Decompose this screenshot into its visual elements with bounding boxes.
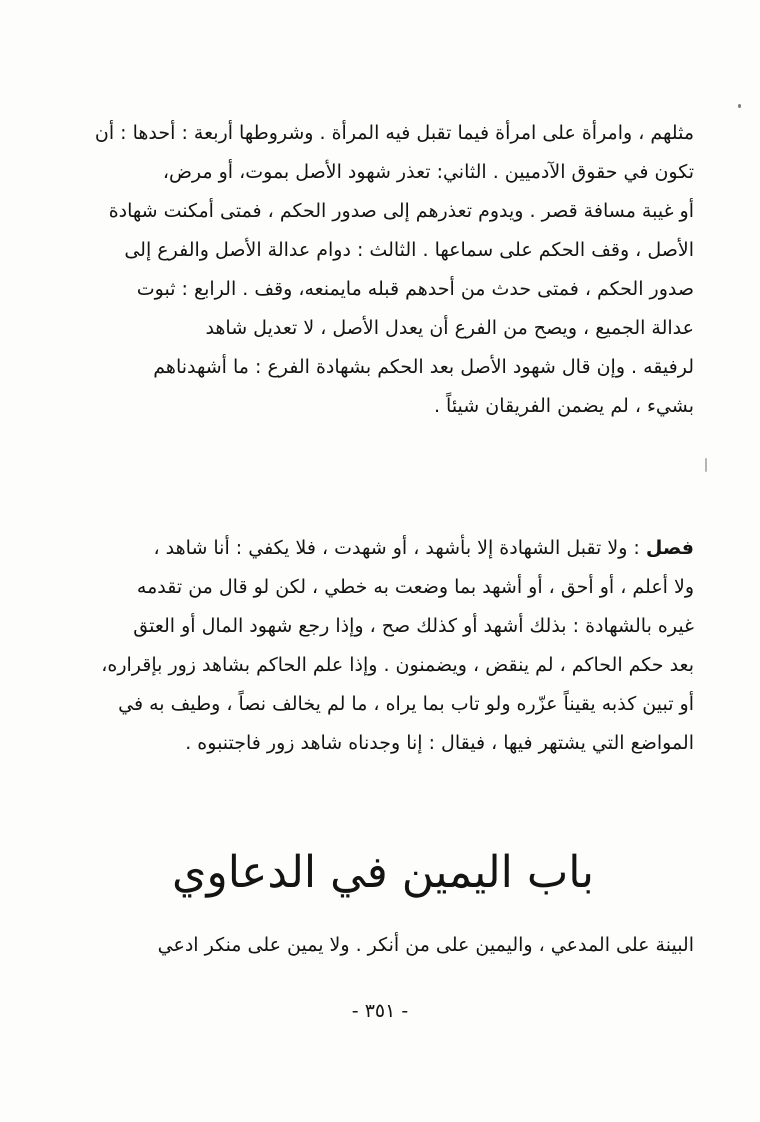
text-line: مثلهم ، وامرأة على امرأة فيما تقبل فيه المرأة . وشروطها أربعة : أحدها : أن [94,122,694,144]
scan-mark [705,458,707,472]
scan-speck [738,104,741,108]
text-line: عدالة الجميع ، ويصح من الفرع أن يعدل الأصل ، لا تعديل شاهد [205,317,694,339]
text-line: ولا أعلم ، أو أحق ، أو أشهد بما وضعت به خطي ، لكن لو قال من تقدمه [136,576,694,598]
text-line: بعد حكم الحاكم ، لم ينقض ، ويضمنون . وإذا علم الحاكم بشاهد زور بإقراره، [101,654,694,676]
text-line: بشيء ، لم يضمن الفريقان شيئاً . [433,395,694,417]
paragraph-chapter-body [72,926,694,965]
text-line: لرفيقه . وإن قال شهود الأصل بعد الحكم بشهادة الفرع : ما أشهدناهم [153,356,694,378]
chapter-title: باب اليمين في الدعاوي [172,847,594,898]
text-line: أو تبين كذبه يقيناً عزّره ولو تاب بما يراه ، ما لم يخالف نصاً ، وطيف به في [118,693,694,715]
text-line: البينة على المدعي ، واليمين على من أنكر . ولا يمين على منكر ادعي [157,934,694,956]
text-line-first [72,529,694,568]
text-line: غيره بالشهادة : بذلك أشهد أو كذلك صح ، وإذا رجع شهود المال أو العتق [133,615,694,637]
paragraph-conditions [72,114,694,426]
text-line: المواضع التي يشتهر فيها ، فيقال : إنا وجدناه شاهد زور فاجتنبوه . [185,732,694,754]
section-label: فصل [645,537,694,559]
text-line: أو غيبة مسافة قصر . ويدوم تعذرهم إلى صدور الحكم ، فمتى أمكنت شهادة [108,200,694,222]
text-segment: : ولا تقبل الشهادة إلا بأشهد ، أو شهدت ، فلا يكفي : أنا شاهد ، [153,537,646,559]
text-line: تكون في حقوق الآدميين . الثاني: تعذر شهود الأصل بموت، أو مرض، [162,161,694,183]
text-line: الأصل ، وقف الحكم على سماعها . الثالث : دوام عدالة الأصل والفرع إلى [124,239,694,261]
page-number: - ٣٥١ - [351,1000,409,1022]
text-line: صدور الحكم ، فمتى حدث من أحدهم قبله مايمنعه، وقف . الرابع : ثبوت [136,278,694,300]
paragraph-fasl [72,529,694,763]
